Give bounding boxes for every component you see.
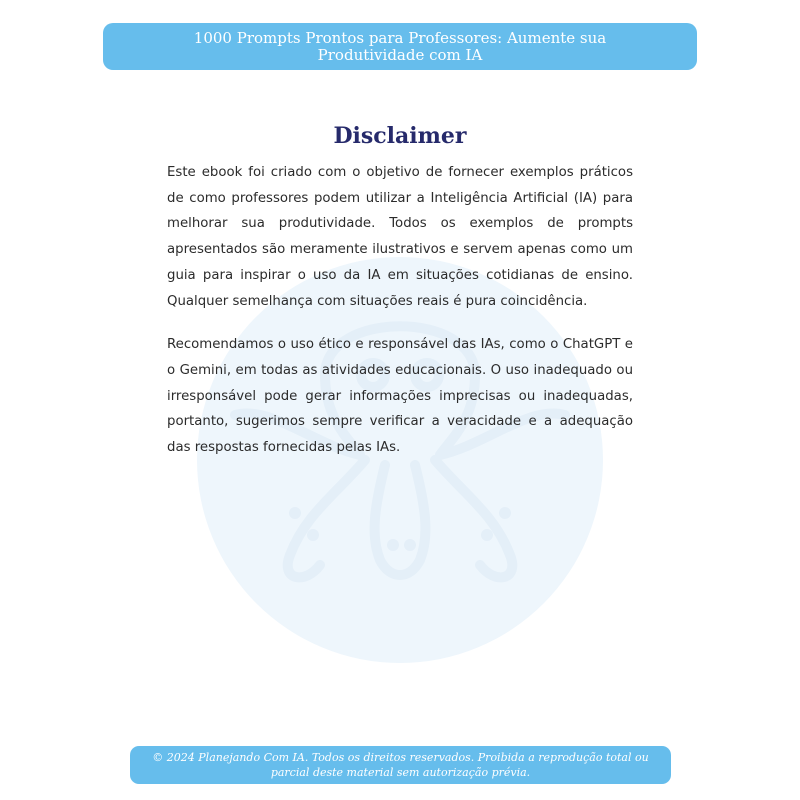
footer-banner (130, 746, 671, 784)
paragraph: Recomendamos o uso ético e responsável das IAs, como o ChatGPT e o Gemini, em todas as atividades educacionais. O uso inadequado ou irresponsável pode gerar informações imprecisas ou inadequadas, portanto, sugerimos sempre verificar a veracidade e a adequação das respostas fornecidas pelas IAs. (167, 337, 633, 456)
paragraph: Este ebook foi criado com o objetivo de fornecer exemplos práticos de como professores podem utilizar a Inteligência Artificial (IA) para melhorar sua produtividade. Todos os exemplos de prompts apresentados são meramente ilustrativos e servem apenas como um guia para inspirar o uso da IA em situações cotidianas de ensino. Qualquer semelhança com situações reais é pura coincidência. (167, 165, 633, 309)
header-title: 1000 Prompts Prontos para Professores: Aumente sua Produtividade com IA (193, 28, 607, 64)
page-title: Disclaimer (333, 123, 467, 149)
disclaimer-section (167, 118, 633, 461)
copyright-notice: © 2024 Planejando Com IA. Todos os direitos reservados. Proibida a reprodução total ou parcial deste material sem autorização prévia. (152, 751, 649, 779)
header-banner (103, 23, 697, 70)
